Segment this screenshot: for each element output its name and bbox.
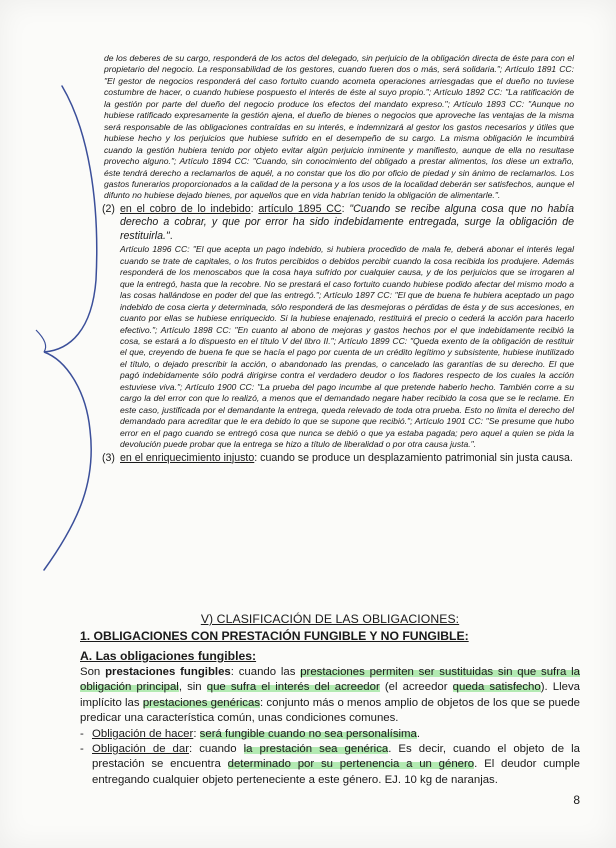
- item-heading: en el cobro de lo indebido: artículo 1895 CC: "Cuando se recibe alguna cosa que no había derecho a cobrar, y que por error ha sido indebidamente entregada, surge la obligación de restituirla.".: [120, 202, 574, 242]
- bullet-obligacion-dar: - Obligación de dar: cuando la prestación sea genérica. Es decir, cuando el objeto de la prestación se encuentra determinado por su pertenencia a un género. El deudor cumple entregando cualquier objeto perteneciente a este género. EJ. 10 kg de naranjas.: [80, 743, 580, 786]
- item-heading: en el enriquecimiento injusto: cuando se produce un desplazamiento patrimonial sin justa causa.: [120, 451, 573, 464]
- highlight: que sufra el interés del acreedor: [206, 681, 380, 694]
- quoted-articles-block: [104, 53, 574, 465]
- item-quote: Artículo 1896 CC: "El que acepta un pago indebido, si hubiera procedido de mala fe, deberá abonar el interés legal cuando se trate de capitales, o los frutos percibidos o debidos percibir cuando la cosa recibida los produjere. Además responderá de los menoscabos que la cosa haya sufrido por cualquier causa, y de los perjuicios que se irrogaren al que la entregó, hasta que la recobre. No se prestará el caso fortuito cuando hubiese podido afectar del mismo modo a las cosas hallándose en poder del que las entregó."; Artículo 1897 CC: "El que de buena fe hubiera aceptado un pago indebido de cosa cierta y determinada, sólo responderá de las desmejoras o pérdidas de ésta y de sus accesiones, en cuanto por ellas se hubiese enriquecido. Si la hubiese enajenado, restituirá el precio o cederá la acción para hacerlo efectivo."; Artículo 1898 CC: "En cuanto al abono de mejoras y gastos hechos por el que indebidamente recibió la cosa, se estará a lo dispuesto en el título V del libro II."; Artículo 1899 CC: "Queda exento de la obligación de restituir el que, creyendo de buena fe que se hacía el pago por cuenta de un crédito legítimo y subsistente, hubiese inutilizado el título, o dejado prescribir la acción, o abandonado las prendas, o cancelado las garantías de su derecho. El que pagó indebidamente sólo podrá dirigirse contra el verdadero deudor o los fiadores respecto de los cuales la acción estuviese viva."; Artículo 1900 CC: "La prueba del pago incumbe al que pretende haberlo hecho. También corre a su cargo la del error con que lo realizó, a menos que el demandado negare haber recibido la cosa que se le reclame. En este caso, justificada por el demandante la entrega, queda relevado de toda otra prueba. Esto no limita el derecho del demandado para acreditar que le era debido lo que se supone que recibió."; Artículo 1901 CC: "Se presume que hubo error en el pago cuando se entregó cosa que nunca se debió o que ya estaba pagada; pero aquel a quien se pida la devolución puede probar que la entrega se hizo a título de liberalidad o por otra causa justa.".: [120, 244, 574, 450]
- item-enriquecimiento: [104, 452, 574, 466]
- article-reference: artículo 1895 CC: [258, 202, 342, 215]
- highlight: será fungible cuando no sea personalísima: [199, 727, 417, 740]
- quote-top: de los deberes de su cargo, responderá de los actos del delegado, sin perjuicio de la obligación directa de éste para con el propietario del negocio. La responsabilidad de los gestores, cuando fueren dos o más, será solidaria."; Artículo 1891 CC: "El gestor de negocios responderá del caso fortuito cuando acometa operaciones arriesgadas que el dueño no tuviese costumbre de hacer, o cuando hubiese pospuesto el interés de éste al suyo propio."; Artículo 1892 CC: "La ratificación de la gestión por parte del dueño del negocio produce los efectos del mandato expreso."; Artículo 1893 CC: "Aunque no hubiese ratificado expresamente la gestión ajena, el dueño de bienes o negocios que aproveche las ventajas de la misma será responsable de las obligaciones contraídas en su interés, e indemnizará al gestor los gastos necesarios y útiles que hubiese hecho y los perjuicios que hubiese sufrido en el desempeño de su cargo. La misma obligación le incumbirá cuando la gestión hubiera tenido por objeto evitar algún perjuicio inminente y manifiesto, aunque de ella no resultase provecho alguno."; Artículo 1894 CC: "Cuando, sin conocimiento del obligado a prestar alimentos, los diese un extraño, éste tendrá derecho a reclamarlos de aquél, a no constar que los dio por oficio de piedad y sin ánimo de reclamarlos. Los gastos funerarios proporcionados a la calidad de la persona y a los usos de la localidad deberán ser satisfechos, aunque el difunto no hubiese dejado bienes, por aquellos que en vida habrían tenido la obligación de alimentarle.".: [104, 53, 574, 201]
- subheading-fungibles: A. Las obligaciones fungibles:: [80, 649, 257, 663]
- item-label: en el enriquecimiento injusto: [120, 451, 255, 464]
- page-number: 8: [573, 793, 580, 807]
- classification-section: [80, 612, 581, 788]
- highlight: determinado por su pertenencia a un género: [227, 758, 475, 771]
- item-number: (2): [102, 202, 115, 215]
- highlight: la prestación sea genérica: [243, 743, 389, 756]
- highlight: queda satisfecho: [452, 681, 541, 694]
- highlight: prestaciones genéricas: [142, 696, 261, 709]
- item-cobro-indebido: [104, 203, 574, 451]
- item-number: (3): [102, 451, 115, 464]
- bullet-obligacion-hacer: - Obligación de hacer: será fungible cuando no sea personalísima.: [80, 727, 421, 740]
- highlight: prestaciones permiten ser sustituidas sin que sufra la obligación principal: [80, 666, 580, 694]
- paragraph-fungibles: Son prestaciones fungibles: cuando las prestaciones permiten ser sustituidas sin que sufra la obligación principal, sin que sufra el interés del acreedor (el acreedor queda satisfecho). Lleva implícito las prestaciones genéricas: conjunto más o menos amplio de objetos de los que se puede predicar una característica común, unas condiciones comunes.: [80, 666, 581, 725]
- article-quote: "Cuando se recibe alguna cosa que no había derecho a cobrar, y que por error ha sido indebidamente entregada, surge la obligación de restituirla.": [120, 202, 574, 242]
- item-label: en el cobro de lo indebido: [120, 202, 251, 215]
- section-title: V) CLASIFICACIÓN DE LAS OBLIGACIONES:: [200, 612, 460, 626]
- heading-fungible: 1. OBLIGACIONES CON PRESTACIÓN FUNGIBLE Y NO FUNGIBLE:: [80, 629, 469, 643]
